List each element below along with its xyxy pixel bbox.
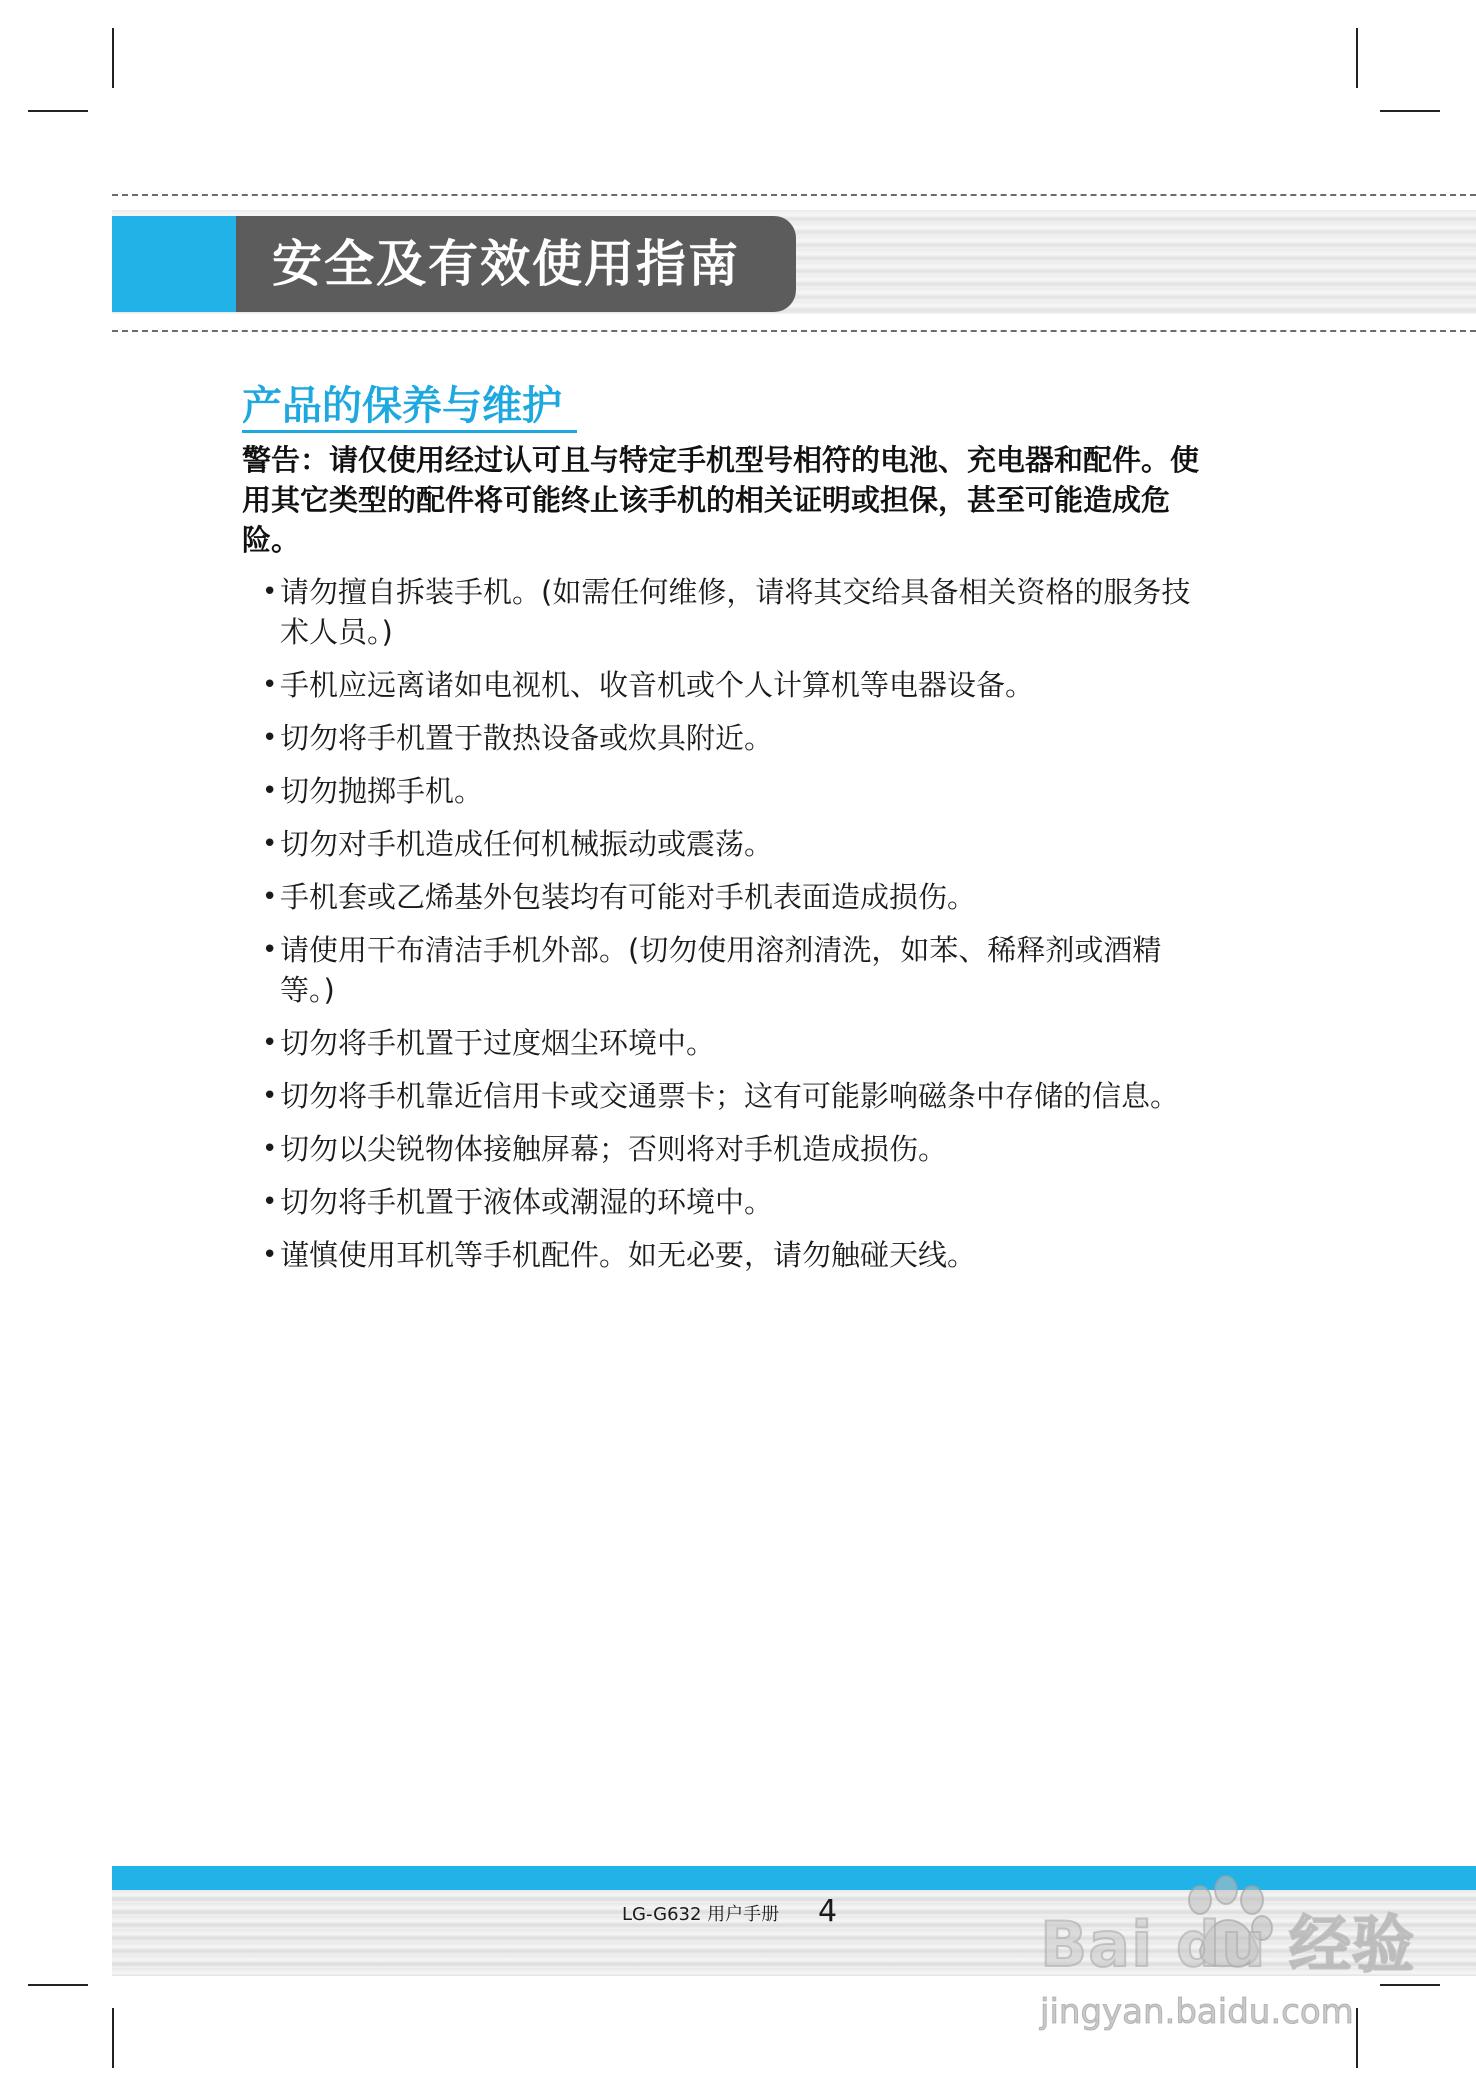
bullet-marker: • (262, 577, 278, 607)
bullet-marker: • (262, 935, 278, 965)
list-item (262, 824, 1202, 864)
list-item-text: 请使用干布清洁手机外部。(切勿使用溶剂清洗，如苯、稀释剂或酒精等。) (280, 933, 1162, 1007)
footer-manual-label: LG-G632 用户手册 (622, 1904, 780, 1925)
list-item (262, 1182, 1202, 1222)
watermark-brand-text: Bai du 经验 (1040, 1908, 1416, 1981)
page-title: 安全及有效使用指南 (272, 235, 740, 293)
list-item (262, 877, 1202, 917)
list-item-text: 谨慎使用耳机等手机配件。如无必要，请勿触碰天线。 (280, 1238, 977, 1272)
list-item (262, 930, 1202, 1010)
header-accent-block (112, 216, 242, 312)
list-item-text: 切勿将手机置于散热设备或炊具附近。 (280, 721, 774, 755)
list-item (262, 1235, 1202, 1275)
list-item (262, 1129, 1202, 1169)
bullet-marker: • (262, 776, 278, 806)
crop-mark-bottom-left-horizontal (28, 1984, 88, 1986)
list-item (262, 1023, 1202, 1063)
list-item-text: 手机应远离诸如电视机、收音机或个人计算机等电器设备。 (280, 668, 1035, 702)
list-item-text: 切勿将手机置于过度烟尘环境中。 (280, 1026, 716, 1060)
bullet-marker: • (262, 829, 278, 859)
list-item (262, 771, 1202, 811)
bullet-marker: • (262, 723, 278, 753)
bullet-marker: • (262, 1187, 278, 1217)
section-title-underline (242, 430, 577, 433)
section-title: 产品的保养与维护 (242, 383, 562, 429)
warning-paragraph: 警告：请仅使用经过认可且与特定手机型号相符的电池、充电器和配件。使用其它类型的配件将可能终止该手机的相关证明或担保，甚至可能造成危险。 (242, 443, 1200, 557)
list-item-text: 请勿擅自拆装手机。(如需任何维修，请将其交给具备相关资格的服务技术人员。) (280, 575, 1191, 649)
bullet-marker: • (262, 882, 278, 912)
list-item-text: 切勿对手机造成任何机械振动或震荡。 (280, 827, 774, 861)
page-number: 4 (818, 1894, 838, 1929)
header-dashed-rule-bottom (112, 330, 1476, 332)
list-item-text: 切勿将手机靠近信用卡或交通票卡；这有可能影响磁条中存储的信息。 (280, 1079, 1180, 1113)
list-item (262, 718, 1202, 758)
bullet-marker: • (262, 1240, 278, 1270)
list-item-text: 切勿将手机置于液体或潮湿的环境中。 (280, 1185, 774, 1219)
list-item (262, 665, 1202, 705)
watermark-url-text: jingyan.baidu.com (1040, 1992, 1354, 2032)
care-instructions-list (262, 572, 1202, 1288)
bullet-marker: • (262, 670, 278, 700)
crop-mark-top-right-vertical (1356, 28, 1358, 88)
bullet-marker: • (262, 1028, 278, 1058)
list-item (262, 572, 1202, 652)
header-dashed-rule-top (112, 194, 1476, 196)
crop-mark-top-right-horizontal (1380, 110, 1440, 112)
crop-mark-top-left-vertical (112, 28, 114, 88)
list-item-text: 切勿抛掷手机。 (280, 774, 484, 808)
baidu-watermark (1040, 1870, 1420, 2070)
crop-mark-top-left-horizontal (28, 110, 88, 112)
list-item-text: 切勿以尖锐物体接触屏幕；否则将对手机造成损伤。 (280, 1132, 948, 1166)
bullet-marker: • (262, 1081, 278, 1111)
crop-mark-bottom-left-vertical (112, 2008, 114, 2068)
list-item-text: 手机套或乙烯基外包装均有可能对手机表面造成损伤。 (280, 880, 977, 914)
list-item (262, 1076, 1202, 1116)
bullet-marker: • (262, 1134, 278, 1164)
